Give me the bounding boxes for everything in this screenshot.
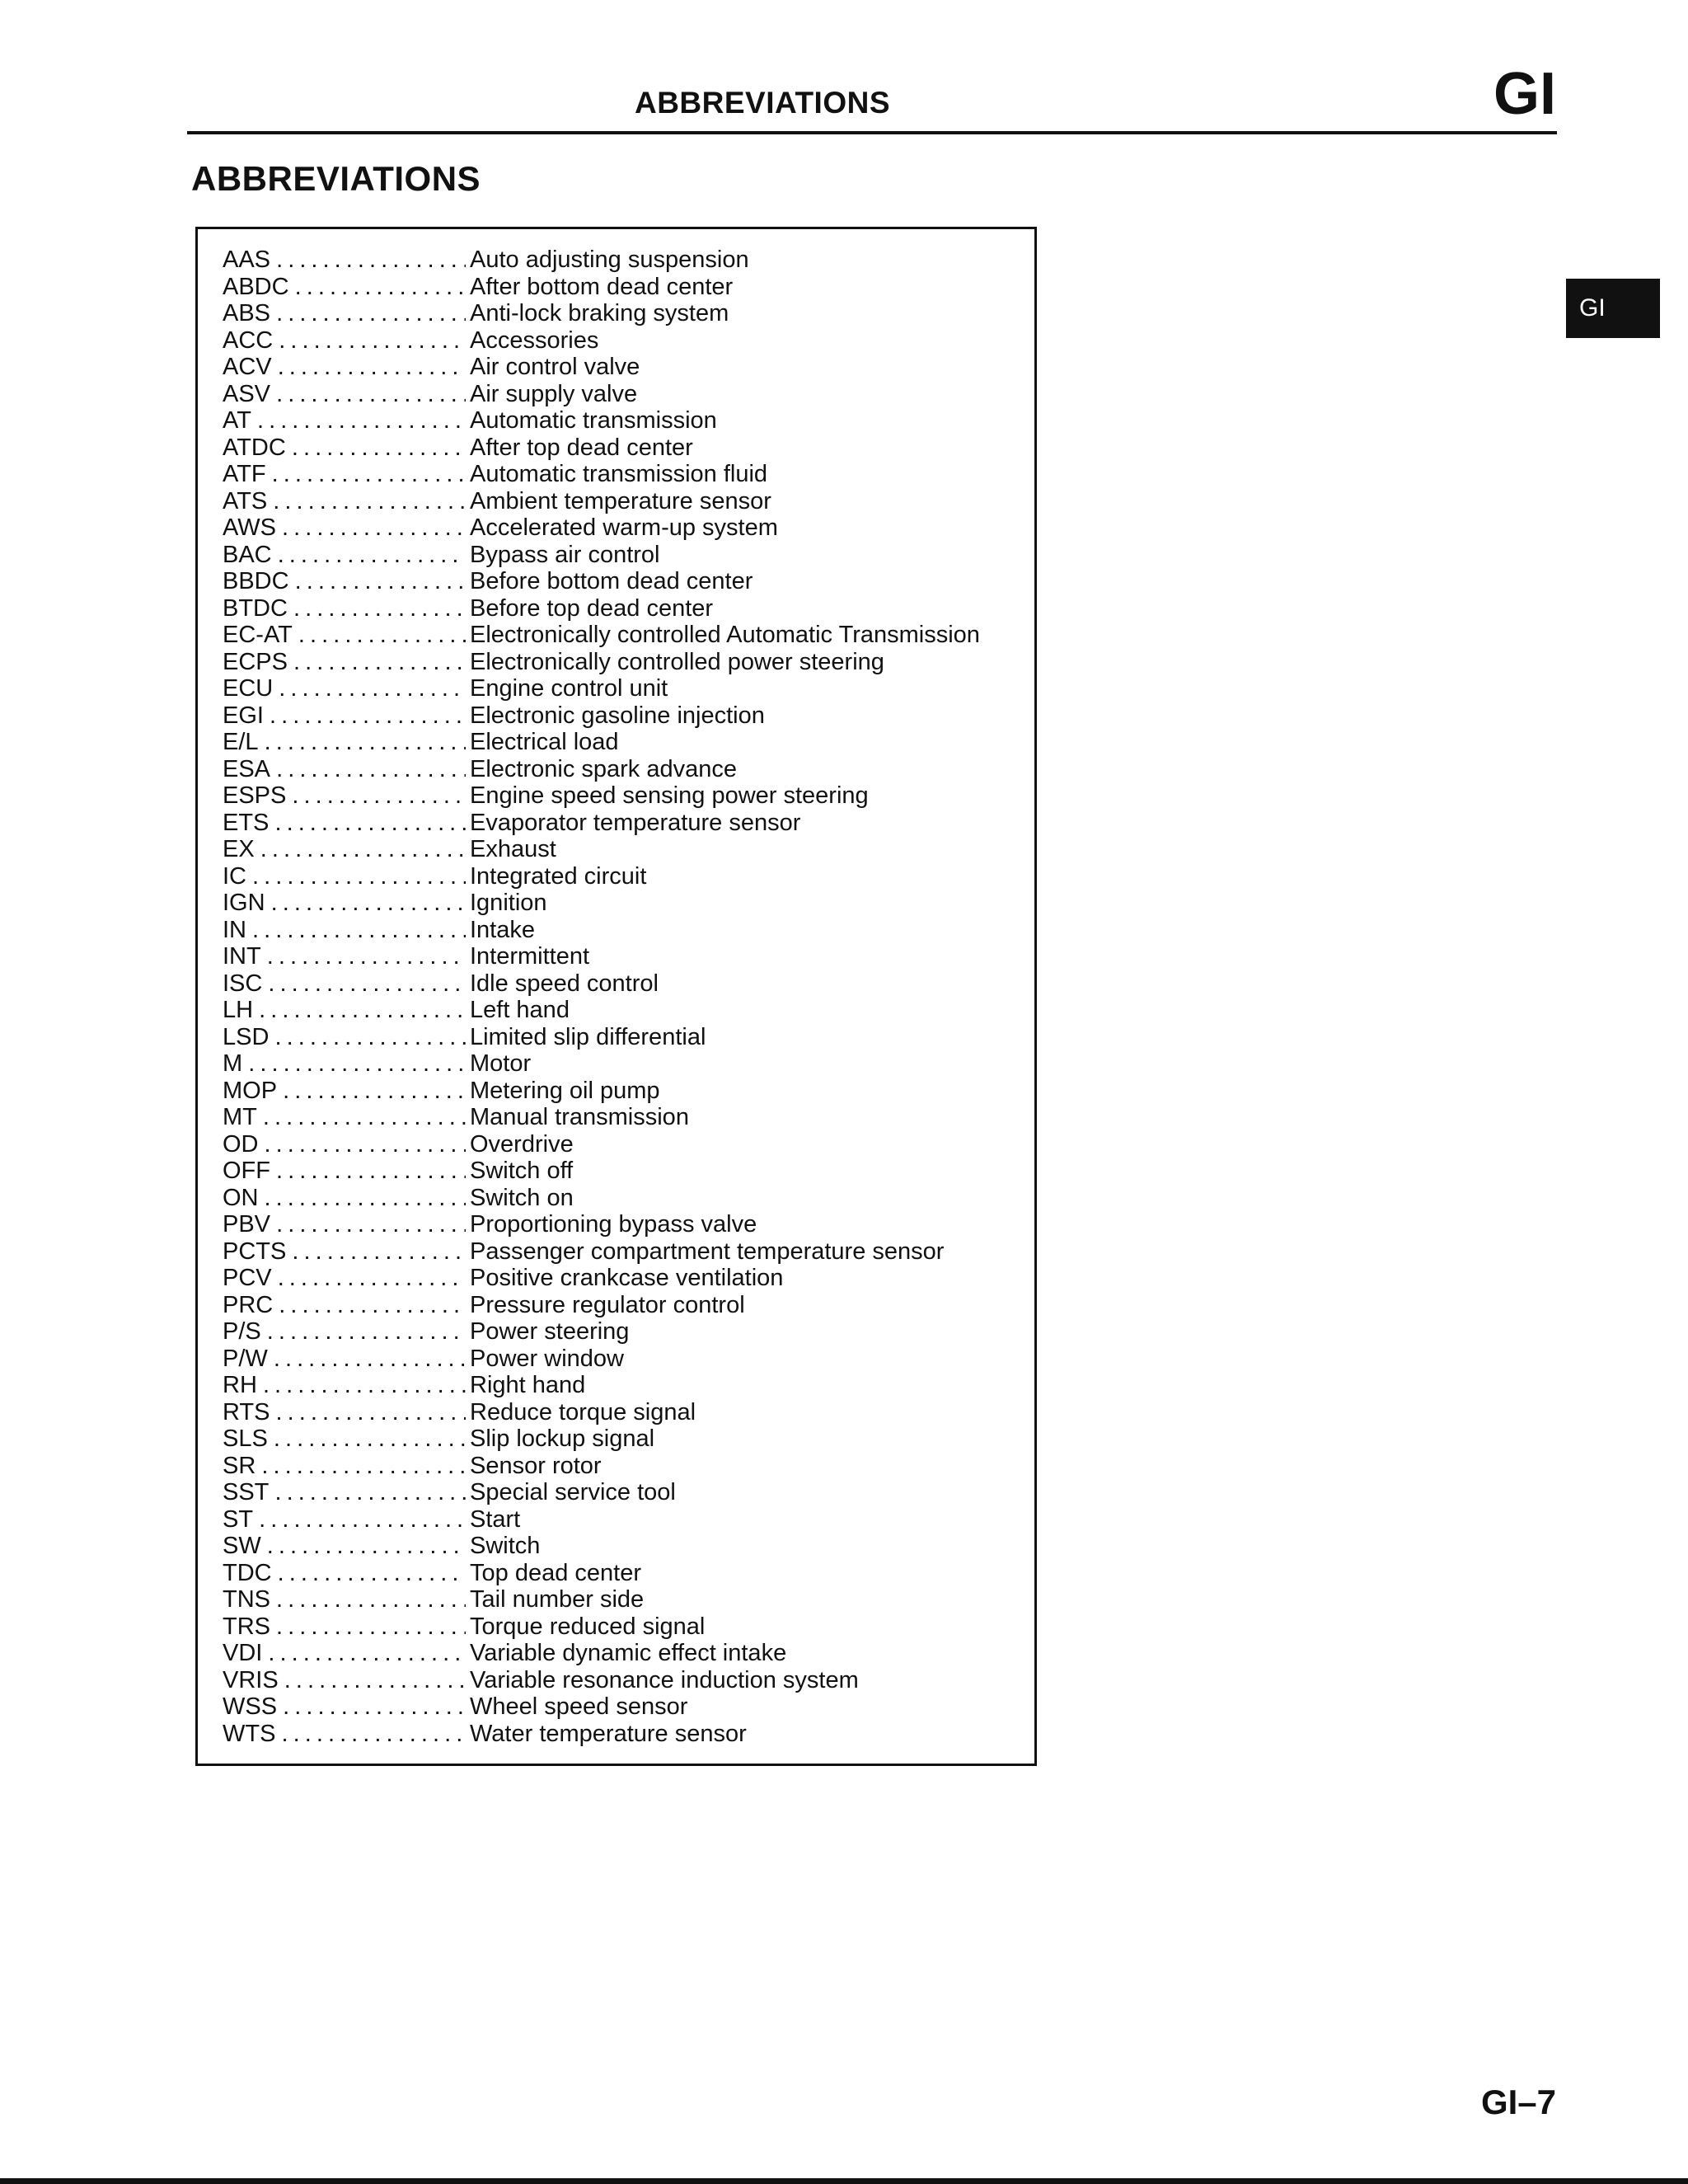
list-item xyxy=(223,1640,1014,1667)
abbreviation-meaning: Intermittent xyxy=(470,943,590,970)
abbreviation-meaning: Electronic spark advance xyxy=(470,755,737,782)
list-item xyxy=(223,1024,1014,1051)
abbreviation-code: AWS . . . xyxy=(223,514,466,542)
list-item xyxy=(223,1693,1014,1721)
abbreviation-code: P/W . . . xyxy=(223,1346,466,1373)
abbreviation-code: ISC . . . xyxy=(223,970,466,998)
list-item xyxy=(223,1050,1014,1078)
abbreviation-meaning: Idle speed control xyxy=(470,970,659,997)
list-item xyxy=(223,729,1014,756)
abbreviation-meaning: Torque reduced signal xyxy=(470,1613,706,1640)
list-item xyxy=(223,622,1014,649)
page-title: ABBREVIATIONS xyxy=(191,159,481,198)
abbreviation-code: BTDC . . . xyxy=(223,595,466,622)
list-item xyxy=(223,1131,1014,1158)
abbreviation-meaning: Accelerated warm-up system xyxy=(470,514,778,541)
abbreviation-code: ETS . . . xyxy=(223,810,466,837)
abbreviation-code: BBDC . . . xyxy=(223,568,466,595)
abbreviation-code: P/S . . . xyxy=(223,1318,466,1346)
list-item xyxy=(223,782,1014,810)
abbreviation-code: ATS . . . xyxy=(223,488,466,515)
list-item xyxy=(223,649,1014,676)
abbreviation-code: E/L . . . xyxy=(223,729,466,756)
list-item xyxy=(223,1158,1014,1185)
list-item xyxy=(223,756,1014,783)
abbreviation-code: TRS . . . xyxy=(223,1613,466,1641)
abbreviation-meaning: Manual transmission xyxy=(470,1104,689,1130)
abbreviation-code: PRC . . . xyxy=(223,1292,466,1319)
abbreviation-code: SR . . . xyxy=(223,1453,466,1480)
abbreviation-meaning: Engine speed sensing power steering xyxy=(470,782,869,809)
abbreviation-code: ACC . . . xyxy=(223,327,466,355)
abbreviation-meaning: Start xyxy=(470,1505,521,1533)
abbreviation-meaning: Before bottom dead center xyxy=(470,568,753,594)
abbreviation-meaning: Wheel speed sensor xyxy=(470,1693,688,1720)
abbreviation-code: TDC . . . xyxy=(223,1560,466,1587)
list-item xyxy=(223,1479,1014,1506)
abbreviation-code: PCV . . . xyxy=(223,1265,466,1292)
list-item xyxy=(223,1721,1014,1748)
abbreviations-list xyxy=(223,247,1014,1747)
abbreviation-meaning: Variable dynamic effect intake xyxy=(470,1640,787,1666)
abbreviation-meaning: Auto adjusting suspension xyxy=(470,247,749,273)
list-item xyxy=(223,381,1014,408)
abbreviation-meaning: Air supply valve xyxy=(470,380,638,407)
abbreviation-code: RH . . . xyxy=(223,1372,466,1399)
abbreviation-code: IN . . . xyxy=(223,917,466,944)
abbreviation-meaning: Evaporator temperature sensor xyxy=(470,809,801,836)
list-item xyxy=(223,461,1014,488)
list-item xyxy=(223,488,1014,515)
abbreviation-meaning: Electronically controlled Automatic Transmission xyxy=(470,622,980,648)
abbreviation-code: TNS . . . xyxy=(223,1586,466,1613)
list-item xyxy=(223,274,1014,301)
abbreviation-code: EX . . . xyxy=(223,836,466,863)
abbreviation-meaning: Anti-lock braking system xyxy=(470,300,729,326)
list-item xyxy=(223,595,1014,622)
abbreviation-meaning: Before top dead center xyxy=(470,594,714,622)
list-item xyxy=(223,970,1014,998)
abbreviation-meaning: Automatic transmission fluid xyxy=(470,461,768,487)
list-item xyxy=(223,1265,1014,1292)
section-code: GI xyxy=(1493,61,1556,127)
abbreviation-code: ESPS . . . xyxy=(223,782,466,810)
list-item xyxy=(223,836,1014,863)
list-item xyxy=(223,1667,1014,1694)
abbreviation-meaning: Variable resonance induction system xyxy=(470,1666,859,1693)
abbreviation-meaning: Water temperature sensor xyxy=(470,1720,747,1747)
list-item xyxy=(223,1346,1014,1373)
abbreviation-meaning: Ambient temperature sensor xyxy=(470,487,771,514)
abbreviation-code: LSD . . . xyxy=(223,1024,466,1051)
abbreviation-code: ECU . . . xyxy=(223,675,466,702)
list-item xyxy=(223,863,1014,890)
abbreviation-meaning: Slip lockup signal xyxy=(470,1425,655,1452)
list-item xyxy=(223,247,1014,274)
abbreviation-code: EC-AT . . . xyxy=(223,622,466,649)
list-item xyxy=(223,1372,1014,1399)
abbreviation-code: ATF . . . xyxy=(223,461,466,488)
list-item xyxy=(223,407,1014,434)
abbreviation-meaning: Air control valve xyxy=(470,354,640,380)
abbreviation-meaning: Metering oil pump xyxy=(470,1077,660,1104)
abbreviation-code: WTS . . . xyxy=(223,1721,466,1748)
abbreviation-code: PCTS . . . xyxy=(223,1238,466,1266)
abbreviation-meaning: Bypass air control xyxy=(470,541,660,568)
abbreviation-meaning: Special service tool xyxy=(470,1479,676,1505)
abbreviations-box xyxy=(195,227,1037,1766)
abbreviation-meaning: Integrated circuit xyxy=(470,862,647,890)
list-item xyxy=(223,1318,1014,1346)
abbreviation-meaning: Switch on xyxy=(470,1184,574,1211)
list-item xyxy=(223,354,1014,381)
abbreviation-code: ATDC . . . xyxy=(223,434,466,462)
list-item xyxy=(223,1453,1014,1480)
header-title: ABBREVIATIONS xyxy=(634,86,891,120)
abbreviation-meaning: Top dead center xyxy=(470,1559,641,1586)
abbreviation-meaning: Exhaust xyxy=(470,836,556,862)
abbreviation-meaning: Accessories xyxy=(470,326,599,354)
abbreviation-code: RTS . . . xyxy=(223,1399,466,1426)
abbreviation-code: SST . . . xyxy=(223,1479,466,1506)
abbreviation-code: ABS . . . xyxy=(223,300,466,327)
abbreviation-code: MOP . . . xyxy=(223,1078,466,1105)
abbreviation-meaning: Passenger compartment temperature sensor xyxy=(470,1238,945,1265)
abbreviation-code: AAS . . . xyxy=(223,247,466,274)
abbreviation-meaning: Electronically controlled power steering xyxy=(470,648,884,675)
abbreviation-code: SLS . . . xyxy=(223,1425,466,1453)
list-item xyxy=(223,1425,1014,1453)
list-item xyxy=(223,1211,1014,1238)
abbreviation-code: EGI . . . xyxy=(223,702,466,730)
abbreviation-code: OD . . . xyxy=(223,1131,466,1158)
abbreviation-code: ST . . . xyxy=(223,1506,466,1533)
abbreviation-meaning: After top dead center xyxy=(470,434,693,461)
list-item xyxy=(223,997,1014,1024)
abbreviation-meaning: After bottom dead center xyxy=(470,273,734,300)
header-divider xyxy=(187,131,1557,134)
footer-divider xyxy=(0,2178,1688,2184)
list-item xyxy=(223,1185,1014,1212)
list-item xyxy=(223,568,1014,595)
abbreviation-meaning: Left hand xyxy=(470,997,570,1023)
list-item xyxy=(223,300,1014,327)
abbreviation-code: SW . . . xyxy=(223,1533,466,1560)
page-number: GI–7 xyxy=(1480,2083,1556,2121)
list-item xyxy=(223,514,1014,542)
abbreviation-meaning: Switch off xyxy=(470,1158,574,1184)
list-item xyxy=(223,542,1014,569)
list-item xyxy=(223,1506,1014,1533)
abbreviation-code: VRIS . . . xyxy=(223,1667,466,1694)
abbreviation-code: ACV . . . xyxy=(223,354,466,381)
abbreviation-code: ECPS . . . xyxy=(223,649,466,676)
abbreviation-code: MT . . . xyxy=(223,1104,466,1131)
abbreviation-meaning: Limited slip differential xyxy=(470,1023,706,1050)
abbreviation-code: IC . . . xyxy=(223,863,466,890)
abbreviation-meaning: Automatic transmission xyxy=(470,407,717,434)
section-tab[interactable]: GI xyxy=(1566,279,1660,338)
list-item xyxy=(223,943,1014,970)
abbreviation-meaning: Switch xyxy=(470,1533,541,1559)
abbreviation-meaning: Intake xyxy=(470,916,535,943)
abbreviation-code: ON . . . xyxy=(223,1185,466,1212)
list-item xyxy=(223,1292,1014,1319)
abbreviation-meaning: Power steering xyxy=(470,1318,630,1345)
list-item xyxy=(223,1238,1014,1266)
abbreviation-code: VDI . . . xyxy=(223,1640,466,1667)
abbreviation-meaning: Overdrive xyxy=(470,1130,574,1158)
list-item xyxy=(223,917,1014,944)
abbreviation-meaning: Tail number side xyxy=(470,1586,645,1613)
abbreviation-meaning: Electrical load xyxy=(470,729,619,755)
abbreviation-meaning: Power window xyxy=(470,1345,624,1372)
abbreviation-code: PBV . . . xyxy=(223,1211,466,1238)
abbreviation-code: AT . . . xyxy=(223,407,466,434)
abbreviation-code: ESA . . . xyxy=(223,756,466,783)
list-item xyxy=(223,434,1014,462)
abbreviation-meaning: Proportioning bypass valve xyxy=(470,1211,757,1238)
list-item xyxy=(223,1533,1014,1560)
abbreviation-code: ASV . . . xyxy=(223,381,466,408)
abbreviation-meaning: Positive crankcase ventilation xyxy=(470,1265,784,1291)
abbreviation-code: INT . . . xyxy=(223,943,466,970)
list-item xyxy=(223,890,1014,917)
list-item xyxy=(223,1104,1014,1131)
abbreviation-meaning: Motor xyxy=(470,1050,532,1077)
list-item xyxy=(223,1613,1014,1641)
abbreviation-meaning: Pressure regulator control xyxy=(470,1291,745,1318)
abbreviation-meaning: Right hand xyxy=(470,1372,586,1398)
abbreviation-code: BAC . . . xyxy=(223,542,466,569)
abbreviation-code: ABDC . . . xyxy=(223,274,466,301)
list-item xyxy=(223,1078,1014,1105)
abbreviation-code: IGN . . . xyxy=(223,890,466,917)
abbreviation-meaning: Ignition xyxy=(470,890,547,916)
list-item xyxy=(223,1399,1014,1426)
list-item xyxy=(223,702,1014,730)
list-item xyxy=(223,810,1014,837)
list-item xyxy=(223,1560,1014,1587)
abbreviation-code: M . . . xyxy=(223,1050,466,1078)
abbreviation-code: OFF . . . xyxy=(223,1158,466,1185)
abbreviation-meaning: Reduce torque signal xyxy=(470,1398,696,1425)
list-item xyxy=(223,675,1014,702)
list-item xyxy=(223,1586,1014,1613)
list-item xyxy=(223,327,1014,355)
abbreviation-code: WSS . . . xyxy=(223,1693,466,1721)
abbreviation-meaning: Electronic gasoline injection xyxy=(470,702,765,729)
abbreviation-meaning: Sensor rotor xyxy=(470,1452,602,1479)
abbreviation-code: LH . . . xyxy=(223,997,466,1024)
abbreviation-meaning: Engine control unit xyxy=(470,675,668,702)
